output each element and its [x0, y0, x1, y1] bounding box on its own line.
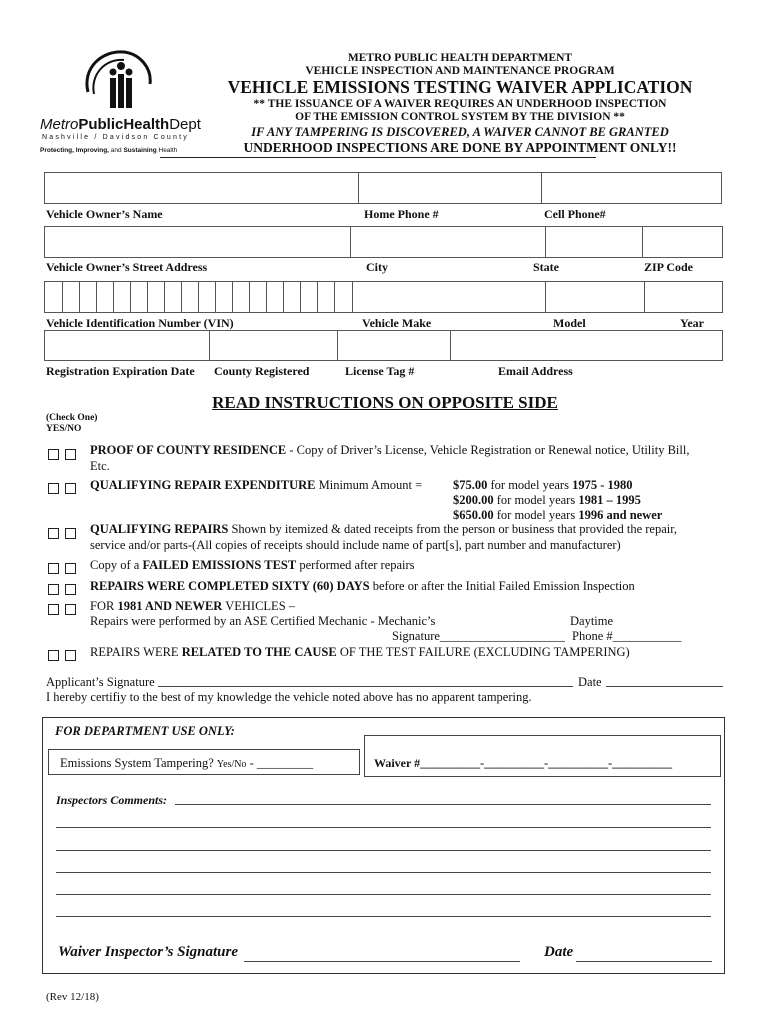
mechanic-signature-field[interactable]: Signature____________________ [392, 629, 565, 643]
item-7-text: REPAIRS WERE RELATED TO THE CAUSE OF THE TEST FAILURE (EXCLUDING TAMPERING) [90, 645, 630, 659]
dept-name: METRO PUBLIC HEALTH DEPARTMENT [347, 52, 573, 64]
reg-exp-label: Registration Expiration Date [46, 364, 195, 378]
note-1: ** THE ISSUANCE OF A WAIVER REQUIRES AN UNDERHOOD INSPECTION [253, 98, 667, 110]
note-4: UNDERHOOD INSPECTIONS ARE DONE BY APPOINTMENT ONLY!! [243, 140, 677, 155]
check-one-label: (Check One) [46, 413, 98, 423]
vin-cell [79, 282, 80, 312]
item-7-no-checkbox[interactable] [65, 650, 76, 661]
comments-line-2[interactable] [56, 827, 711, 828]
applicant-date-line[interactable] [606, 686, 723, 687]
reg-exp-input[interactable] [44, 330, 210, 361]
vin-cell [113, 282, 114, 312]
model-label: Model [553, 316, 586, 330]
yes-no-label: YES/NO [46, 424, 82, 434]
revision-note: (Rev 12/18) [46, 991, 99, 1003]
item-4-no-checkbox[interactable] [65, 563, 76, 574]
vin-cell [147, 282, 148, 312]
amount-1975: $75.00 for model years 1975 - 1980 [453, 478, 633, 492]
inspector-signature-label: Waiver Inspector’s Signature [58, 944, 239, 960]
mechanic-phone-field[interactable]: Phone #___________ [572, 629, 682, 643]
waiver-number-text: Waiver #__________-__________-__________-__________ [374, 756, 673, 770]
email-input[interactable] [450, 330, 723, 361]
item-5-text: REPAIRS WERE COMPLETED SIXTY (60) DAYS before or after the Initial Failed Emission Inspection [90, 579, 635, 593]
item-6-no-checkbox[interactable] [65, 604, 76, 615]
owner-name-input[interactable] [44, 172, 359, 204]
inspector-date-label: Date [544, 944, 574, 960]
department-use-heading: FOR DEPARTMENT USE ONLY: [55, 724, 235, 738]
city-input[interactable] [350, 226, 546, 258]
item-3-cont: service and/or parts-(All copies of receipts should include name of part[s], part number and manufacturer) [90, 538, 621, 552]
vin-cell [215, 282, 216, 312]
item-5-checkboxes [48, 581, 82, 599]
applicant-signature-line[interactable] [158, 686, 573, 687]
cell-phone-input[interactable] [541, 172, 722, 204]
item-5-yes-checkbox[interactable] [48, 584, 59, 595]
vin-cell [317, 282, 318, 312]
form-title: VEHICLE EMISSIONS TESTING WAIVER APPLICATION [227, 77, 693, 97]
note-2: OF THE EMISSION CONTROL SYSTEM BY THE DIVISION ** [295, 111, 625, 123]
vin-cell [198, 282, 199, 312]
logo [40, 44, 200, 156]
vin-cell [334, 282, 335, 312]
item-5-no-checkbox[interactable] [65, 584, 76, 595]
item-4-checkboxes [48, 560, 82, 578]
item-2-no-checkbox[interactable] [65, 483, 76, 494]
instructions-heading: READ INSTRUCTIONS ON OPPOSITE SIDE [212, 393, 558, 412]
year-label: Year [680, 316, 704, 330]
tag-input[interactable] [337, 330, 451, 361]
item-3-checkboxes [48, 525, 82, 543]
city-label: City [366, 260, 388, 274]
logo-name: MetroPublicHealthDept [40, 116, 201, 133]
comments-line-3[interactable] [56, 850, 711, 851]
make-input[interactable] [352, 281, 546, 313]
item-3-no-checkbox[interactable] [65, 528, 76, 539]
county-label: County Registered [214, 364, 310, 378]
street-input[interactable] [44, 226, 351, 258]
model-input[interactable] [545, 281, 645, 313]
item-4-text: Copy of a FAILED EMISSIONS TEST performed after repairs [90, 558, 415, 572]
vin-input[interactable] [44, 281, 353, 313]
vin-cell [283, 282, 284, 312]
logo-mark-icon [80, 44, 160, 112]
program-name: VEHICLE INSPECTION AND MAINTENANCE PROGRAM [305, 65, 615, 77]
vin-cell [266, 282, 267, 312]
logo-sub: Nashville / Davidson County [42, 134, 189, 141]
note-3: IF ANY TAMPERING IS DISCOVERED, A WAIVER CANNOT BE GRANTED [251, 125, 669, 139]
vin-cell [232, 282, 233, 312]
state-label: State [533, 260, 559, 274]
make-label: Vehicle Make [362, 316, 432, 330]
item-4-yes-checkbox[interactable] [48, 563, 59, 574]
year-input[interactable] [644, 281, 723, 313]
item-2-text: QUALIFYING REPAIR EXPENDITURE Minimum Amount = [90, 478, 423, 492]
vin-cell [96, 282, 97, 312]
inspector-date-line[interactable] [576, 961, 712, 962]
applicant-date-label: Date [578, 675, 602, 689]
home-phone-input[interactable] [358, 172, 542, 204]
item-6-checkboxes [48, 601, 82, 619]
county-input[interactable] [209, 330, 338, 361]
item-6-daytime: Daytime [570, 614, 614, 628]
zip-label: ZIP Code [644, 260, 694, 274]
tag-label: License Tag # [345, 364, 415, 378]
vin-cell [181, 282, 182, 312]
item-7-checkboxes [48, 647, 82, 665]
amount-1981: $200.00 for model years 1981 – 1995 [453, 493, 641, 507]
vin-cell [164, 282, 165, 312]
zip-input[interactable] [642, 226, 723, 258]
comments-line-4[interactable] [56, 872, 711, 873]
street-label: Vehicle Owner’s Street Address [46, 260, 208, 274]
item-2-yes-checkbox[interactable] [48, 483, 59, 494]
item-1-text: PROOF OF COUNTY RESIDENCE - Copy of Driver’s License, Vehicle Registration or Renewal notice, Utility Bill, [90, 443, 690, 457]
logo-tagline: Protecting, Improving, and Sustaining Health [40, 147, 178, 154]
tampering-text: Emissions System Tampering? Yes/No - _________ [60, 756, 314, 770]
inspector-comments-label: Inspectors Comments: [56, 793, 168, 807]
owner-name-label: Vehicle Owner’s Name [46, 207, 163, 221]
item-6-yes-checkbox[interactable] [48, 604, 59, 615]
item-1-yes-checkbox[interactable] [48, 449, 59, 460]
item-3-yes-checkbox[interactable] [48, 528, 59, 539]
item-6-line2: Repairs were performed by an ASE Certified Mechanic - Mechanic’s [90, 614, 436, 628]
vin-label: Vehicle Identification Number (VIN) [46, 316, 234, 330]
vin-cell [249, 282, 250, 312]
item-6-text: FOR 1981 AND NEWER VEHICLES – [90, 599, 296, 613]
home-phone-label: Home Phone # [364, 207, 439, 221]
comments-line-5[interactable] [56, 894, 711, 895]
item-7-yes-checkbox[interactable] [48, 650, 59, 661]
certify-text: I hereby certifiy to the best of my knowledge the vehicle noted above has no apparent tampering. [46, 690, 532, 704]
vin-cell [300, 282, 301, 312]
comments-line-6[interactable] [56, 916, 711, 917]
header-rule [160, 157, 596, 158]
inspector-signature-line[interactable] [244, 961, 520, 962]
item-3-text: QUALIFYING REPAIRS Shown by itemized & dated receipts from the person or business that provided the repair, [90, 522, 678, 536]
applicant-signature-label: Applicant’s Signature [46, 675, 155, 689]
item-1-cont: Etc. [90, 459, 110, 473]
item-1-no-checkbox[interactable] [65, 449, 76, 460]
cell-phone-label: Cell Phone# [544, 207, 606, 221]
item-1-checkboxes [48, 446, 82, 464]
vin-cell [130, 282, 131, 312]
amount-1996: $650.00 for model years 1996 and newer [453, 508, 663, 522]
email-label: Email Address [498, 364, 573, 378]
vin-cell [62, 282, 63, 312]
item-2-checkboxes [48, 480, 82, 498]
state-input[interactable] [545, 226, 643, 258]
comments-line-1[interactable] [175, 804, 711, 805]
